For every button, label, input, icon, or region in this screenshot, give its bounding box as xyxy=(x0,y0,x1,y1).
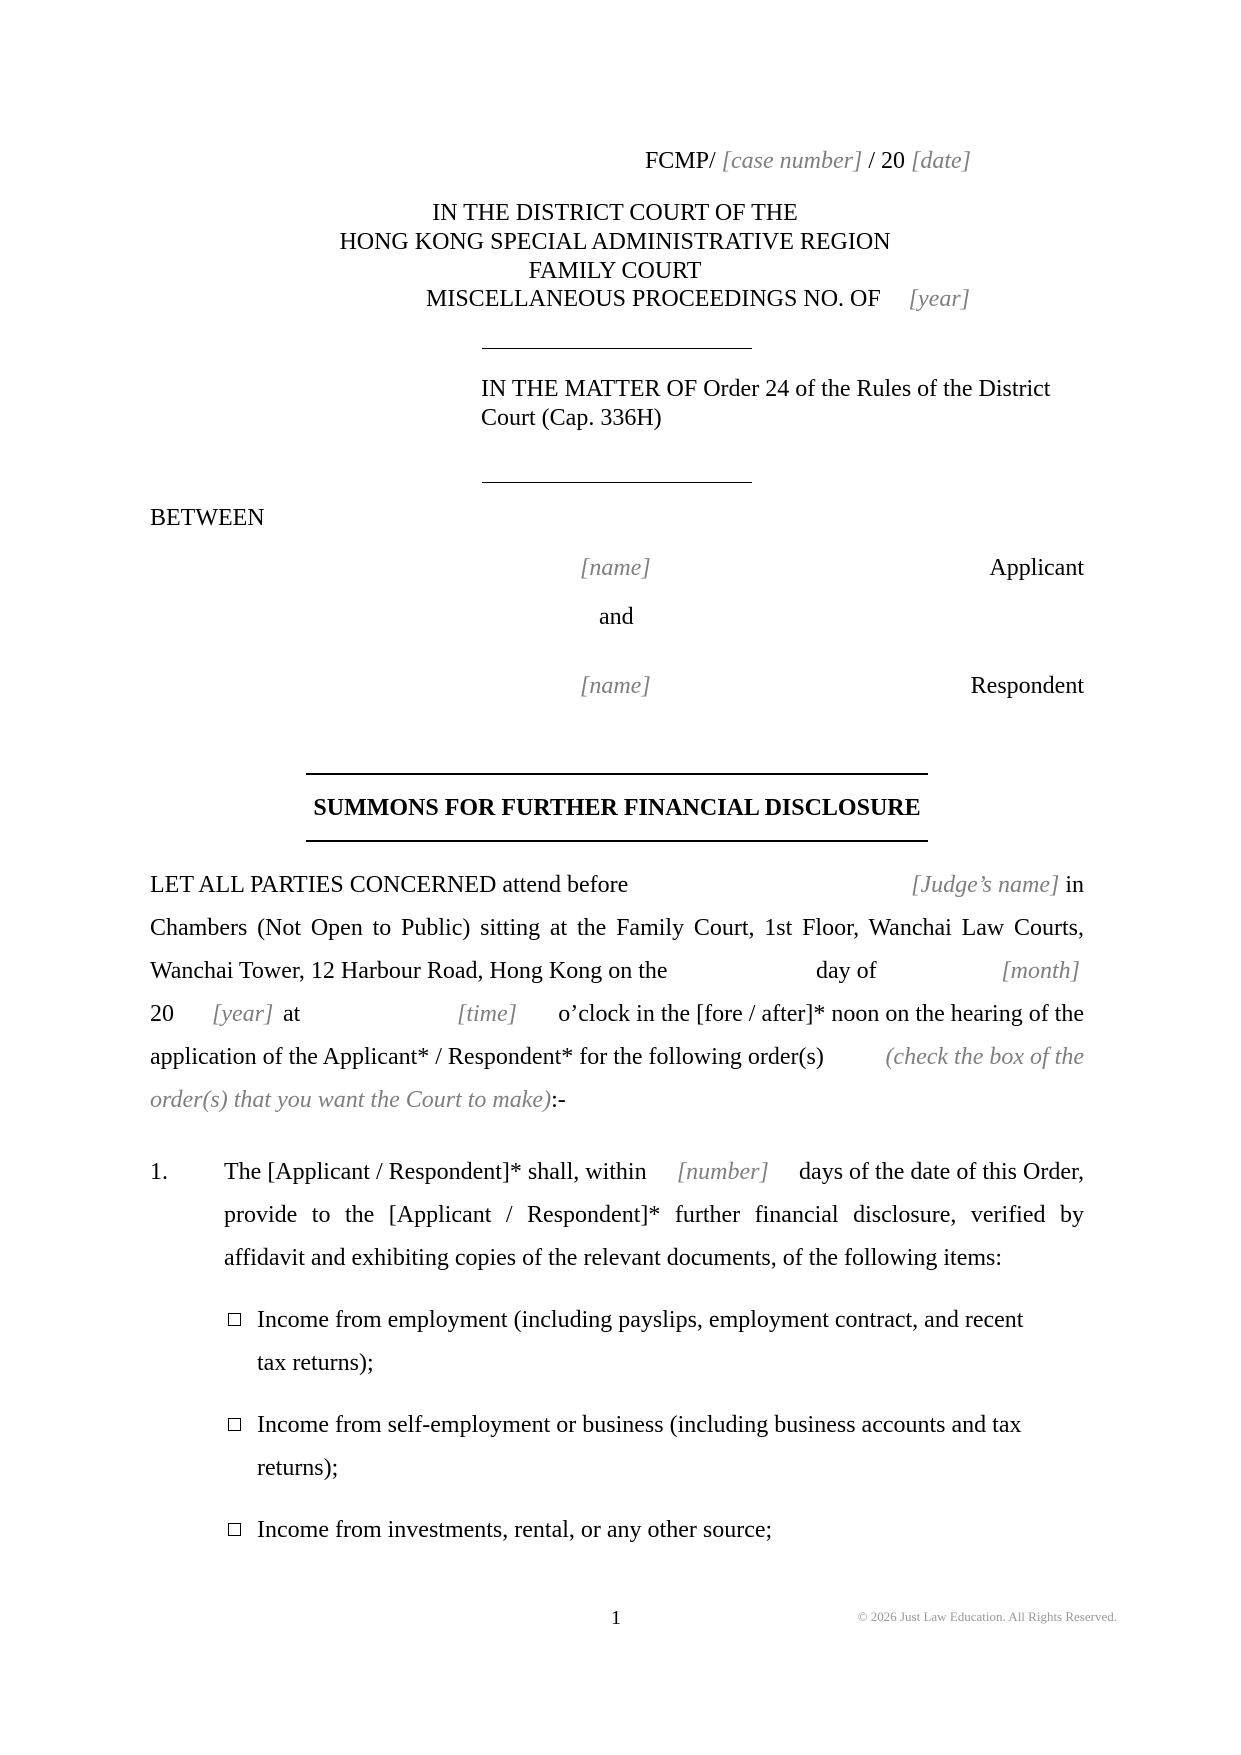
body-line-5-text: application of the Applicant* / Respondent* for the following order(s) xyxy=(150,1044,824,1070)
case-prefix: FCMP/ xyxy=(644,148,716,174)
body-line-3-start: Wanchai Tower, 12 Harbour Road, Hong Kong on the xyxy=(150,958,668,984)
between-label: BETWEEN xyxy=(150,505,265,531)
time-placeholder[interactable]: [time] xyxy=(457,1001,517,1027)
checklist-item-investments-line-1: Income from investments, rental, or any other source; xyxy=(257,1517,773,1543)
item-1-text-a: The [Applicant / Respondent]* shall, within xyxy=(224,1159,647,1185)
year-placeholder[interactable]: [year] xyxy=(212,1001,274,1027)
body-in: in xyxy=(1065,872,1084,898)
applicant-label: Applicant xyxy=(989,555,1084,581)
copyright-notice: © 2026 Just Law Education. All Rights Reserved. xyxy=(857,1609,1117,1624)
matter-line-2: Court (Cap. 336H) xyxy=(481,405,662,431)
matter-line-1: IN THE MATTER OF Order 24 of the Rules of the District xyxy=(481,376,1051,402)
and-label: and xyxy=(599,604,634,630)
body-line-1-start: LET ALL PARTIES CONCERNED attend before xyxy=(150,872,629,898)
date-placeholder[interactable]: [date] xyxy=(911,148,971,174)
body-line-1-end xyxy=(911,870,1084,900)
case-number-placeholder[interactable]: [case number] xyxy=(721,148,863,174)
body-line-5 xyxy=(150,1042,1084,1072)
item-1-line-2: provide to the [Applicant / Respondent]* further financial disclosure, verified by xyxy=(224,1202,1084,1228)
body-at: at xyxy=(283,1001,301,1027)
divider-middle xyxy=(482,482,752,483)
court-year-placeholder[interactable]: [year] xyxy=(908,286,970,312)
title-rule-bottom xyxy=(306,840,928,842)
checkbox-self-employment[interactable] xyxy=(228,1418,241,1431)
body-line-6-end: :- xyxy=(551,1087,566,1113)
court-line-4: MISCELLANEOUS PROCEEDINGS NO. OF xyxy=(426,286,881,312)
respondent-label: Respondent xyxy=(970,673,1084,699)
case-year-separator: / 20 xyxy=(868,148,905,174)
checklist-item-self-employment-line-2: returns); xyxy=(257,1455,339,1481)
body-line-6 xyxy=(150,1085,566,1115)
item-1-number: 1. xyxy=(150,1159,168,1185)
instruction-note: (check the box of the xyxy=(885,1044,1084,1070)
body-line-4-end: o’clock in the [fore / after]* noon on the hearing of the xyxy=(558,1001,1084,1027)
instruction-note-cont: order(s) that you want the Court to make) xyxy=(150,1087,552,1113)
applicant-name-placeholder[interactable]: [name] xyxy=(580,555,651,581)
case-reference xyxy=(645,146,971,176)
checkbox-investments[interactable] xyxy=(228,1523,241,1536)
judge-name-placeholder[interactable]: [Judge’s name] xyxy=(911,872,1060,898)
court-line-1: IN THE DISTRICT COURT OF THE xyxy=(432,200,798,226)
body-line-4-twenty: 20 xyxy=(150,1001,174,1027)
checkbox-employment[interactable] xyxy=(228,1313,241,1326)
body-line-2: Chambers (Not Open to Public) sitting at the Family Court, 1st Floor, Wanchai Law Courts, xyxy=(150,915,1084,941)
court-line-3: FAMILY COURT xyxy=(528,258,702,284)
document-title: SUMMONS FOR FURTHER FINANCIAL DISCLOSURE xyxy=(313,795,921,821)
item-1-line-1 xyxy=(224,1157,1084,1187)
divider-top xyxy=(482,348,752,349)
item-1-text-b: days of the date of this Order, xyxy=(799,1159,1084,1185)
title-rule-top xyxy=(306,773,928,775)
checklist-item-employment-line-2: tax returns); xyxy=(257,1350,374,1376)
court-line-2: HONG KONG SPECIAL ADMINISTRATIVE REGION xyxy=(339,229,891,255)
item-1-line-3: affidavit and exhibiting copies of the relevant documents, of the following items: xyxy=(224,1245,1003,1271)
body-day-of: day of xyxy=(816,958,877,984)
checklist-item-self-employment-line-1: Income from self-employment or business (including business accounts and tax xyxy=(257,1412,1022,1438)
days-number-placeholder[interactable]: [number] xyxy=(676,1159,769,1185)
respondent-name-placeholder[interactable]: [name] xyxy=(580,673,651,699)
checklist-item-employment-line-1: Income from employment (including payslips, employment contract, and recent xyxy=(257,1307,1024,1333)
month-placeholder[interactable]: [month] xyxy=(1001,958,1080,984)
page-number: 1 xyxy=(611,1607,621,1629)
